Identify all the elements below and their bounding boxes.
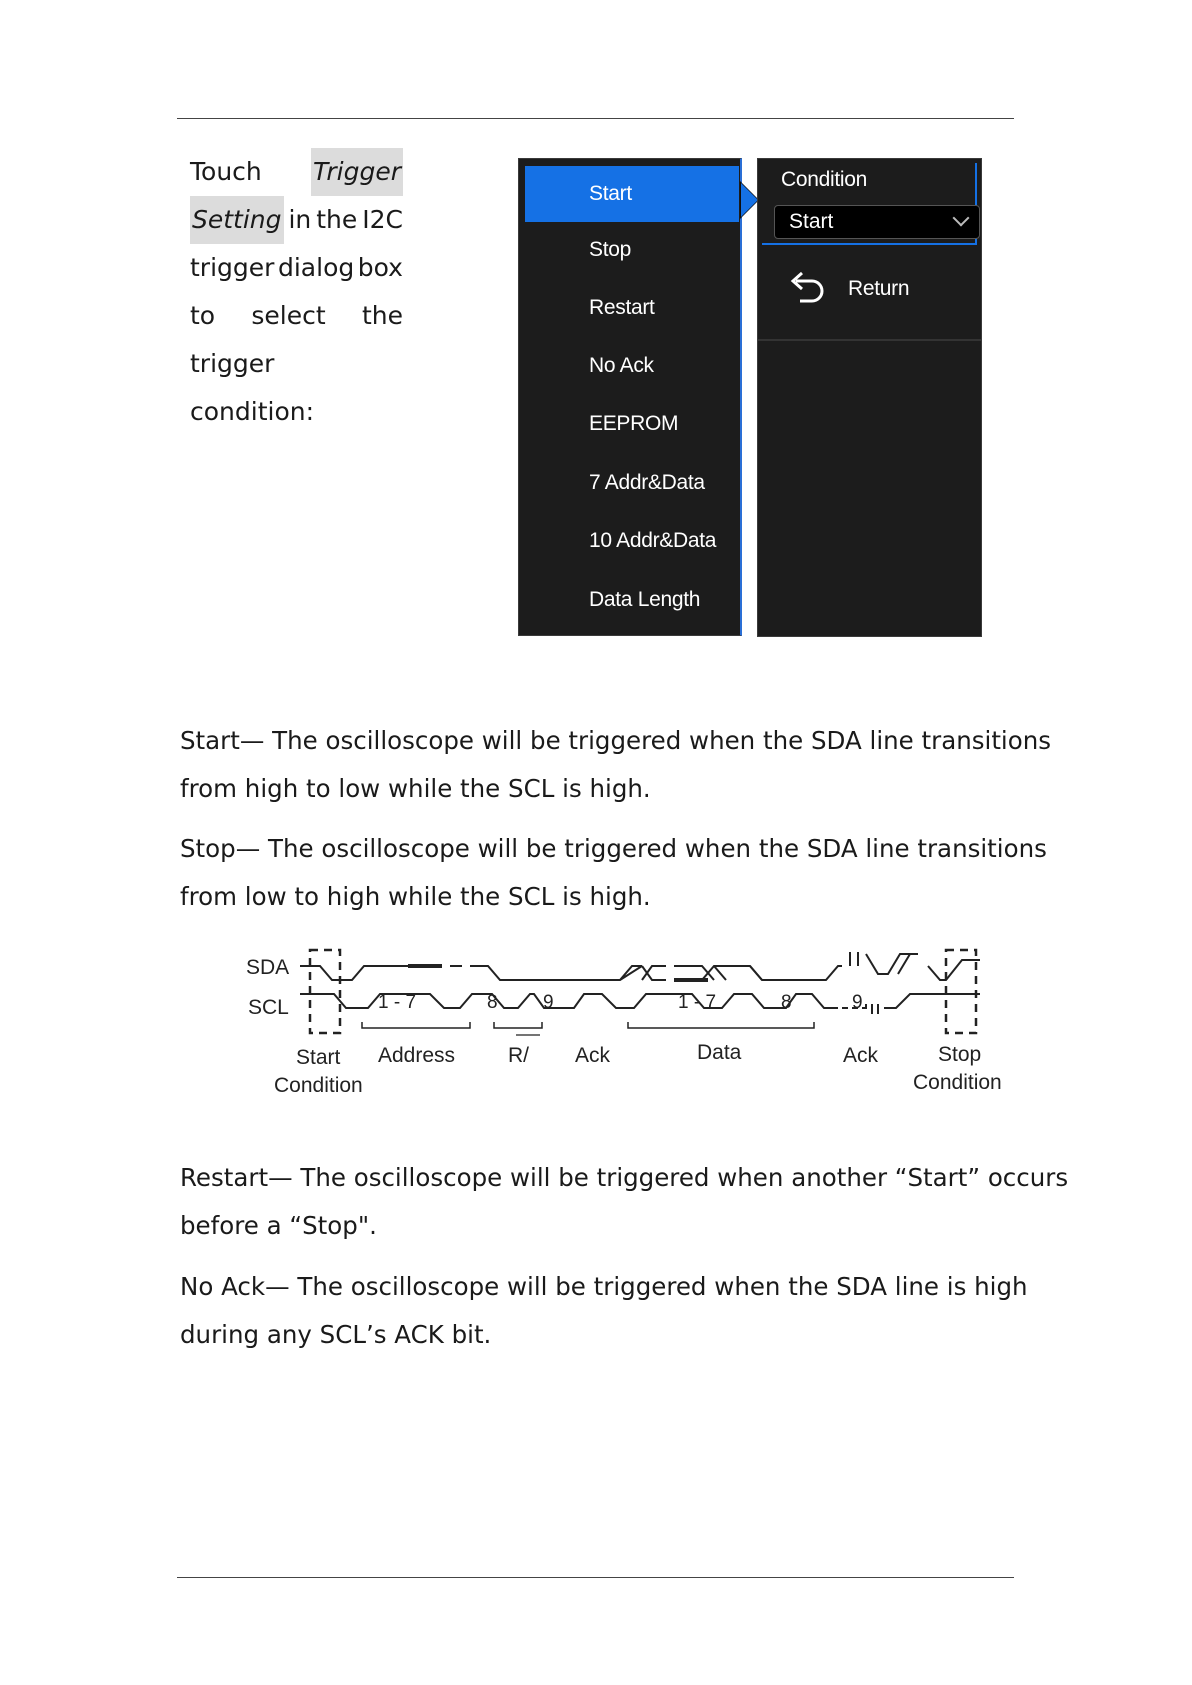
start-condition-label: Start xyxy=(296,1046,341,1069)
condition-group xyxy=(762,163,977,245)
condition-value: Start xyxy=(789,210,834,233)
desc-text: from low to high while the SCL is high. xyxy=(180,882,651,911)
term-no-ack: No Ack xyxy=(180,1272,266,1301)
menu-item-data-length[interactable]: Data Length xyxy=(589,588,701,611)
start-description xyxy=(180,717,1052,813)
selection-pointer-icon xyxy=(741,183,758,217)
i2c-timing-diagram xyxy=(238,944,1013,1099)
desc-text: — The oscilloscope will be triggered when the SDA line transitions xyxy=(235,834,1047,863)
start-condition-label: Condition xyxy=(274,1074,363,1097)
intro-word: the xyxy=(361,301,403,330)
bit-label: 8 xyxy=(781,992,792,1013)
field-brackets xyxy=(362,1022,814,1028)
desc-text: from high to low while the SCL is high. xyxy=(180,774,651,803)
return-label: Return xyxy=(848,277,910,300)
intro-word: box xyxy=(357,253,403,282)
start-condition-box xyxy=(310,950,340,1033)
trigger-setting-highlight: Trigger xyxy=(311,148,403,196)
intro-word: trigger condition: xyxy=(190,349,315,426)
intro-word: dialog xyxy=(277,253,355,282)
condition-label: Condition xyxy=(781,168,868,191)
footer-rule xyxy=(177,1577,1014,1578)
sda-waveform-data xyxy=(642,966,762,980)
address-label: Address xyxy=(378,1044,456,1067)
intro-word: Touch xyxy=(190,157,262,186)
stop-description xyxy=(180,825,1047,921)
menu-item-stop[interactable]: Stop xyxy=(589,238,631,261)
menu-item-no-ack[interactable]: No Ack xyxy=(589,354,654,377)
condition-panel xyxy=(757,158,982,637)
desc-text: — The oscilloscope will be triggered when the SDA line is high xyxy=(265,1272,1028,1301)
term-restart: Restart xyxy=(180,1163,269,1192)
bit-label: 9 xyxy=(543,992,554,1013)
intro-word: select xyxy=(251,301,326,330)
scl-label: SCL xyxy=(248,996,289,1019)
trigger-setting-highlight: Setting xyxy=(190,196,284,244)
menu-item-restart[interactable]: Restart xyxy=(589,296,655,319)
scl-stop-waveform xyxy=(842,994,980,1014)
menu-item-eeprom[interactable]: EEPROM xyxy=(589,412,679,435)
trigger-condition-list xyxy=(518,158,742,636)
stop-condition-label: Condition xyxy=(913,1071,1002,1094)
stop-condition-label: Stop xyxy=(938,1043,982,1066)
noack-description xyxy=(180,1263,1028,1359)
bit-label: 9 xyxy=(852,992,863,1013)
condition-select[interactable] xyxy=(774,205,980,239)
intro-word: the xyxy=(316,205,358,234)
intro-word: in xyxy=(288,205,312,234)
header-rule xyxy=(177,118,1014,119)
desc-text: before a “Stop". xyxy=(180,1211,377,1240)
return-button[interactable] xyxy=(758,245,981,341)
intro-text xyxy=(190,148,403,436)
bit-label: 1 - 7 xyxy=(378,992,417,1013)
bit-label: 1 - 7 xyxy=(678,992,717,1013)
chevron-down-icon xyxy=(953,210,970,227)
rw-label: R/ xyxy=(508,1044,529,1067)
ack-label: Ack xyxy=(843,1044,879,1067)
intro-word: trigger xyxy=(190,253,275,282)
return-icon xyxy=(788,269,828,305)
term-start: Start xyxy=(180,726,240,755)
intro-word: to xyxy=(190,301,216,330)
sda-bus-segment xyxy=(408,966,708,980)
menu-item-start[interactable]: Start xyxy=(525,166,739,222)
bit-label: 8 xyxy=(487,992,498,1013)
data-label: Data xyxy=(697,1041,742,1064)
sda-stop-waveform xyxy=(850,952,980,980)
sda-label: SDA xyxy=(246,956,290,979)
restart-description xyxy=(180,1154,1069,1250)
menu-item-10-addr-data[interactable]: 10 Addr&Data xyxy=(589,529,717,552)
ack-label: Ack xyxy=(575,1044,611,1067)
desc-text: — The oscilloscope will be triggered when the SDA line transitions xyxy=(239,726,1052,755)
term-stop: Stop xyxy=(180,834,236,863)
desc-text: — The oscilloscope will be triggered when another “Start” occurs xyxy=(268,1163,1069,1192)
intro-word: I2C xyxy=(362,205,403,234)
desc-text: during any SCL’s ACK bit. xyxy=(180,1320,492,1349)
menu-item-7-addr-data[interactable]: 7 Addr&Data xyxy=(589,471,705,494)
